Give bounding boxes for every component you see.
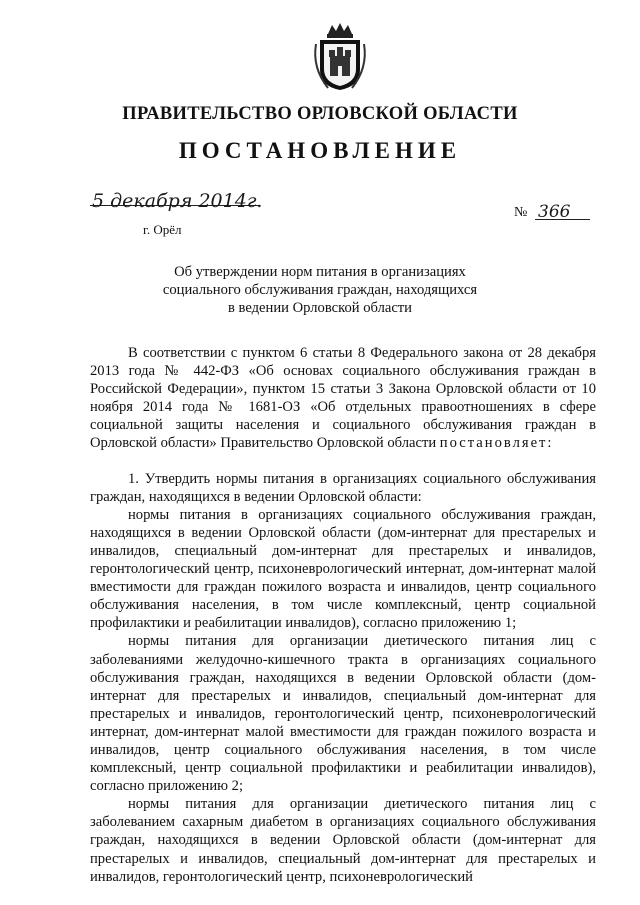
coat-of-arms-emblem <box>310 20 370 92</box>
number-label: № <box>514 205 528 220</box>
document-type: ПОСТАНОВЛЕНИЕ <box>178 138 462 163</box>
document-title <box>0 263 640 317</box>
government-name: ПРАВИТЕЛЬСТВО ОРЛОВСКОЙ ОБЛАСТИ <box>122 104 518 124</box>
handwritten-date: 5 декабря 2014г. <box>92 190 263 212</box>
preamble-paragraph <box>90 344 596 453</box>
resolves-text: постановляет: <box>439 435 554 452</box>
title-line: Об утверждении норм питания в организациях <box>174 264 466 280</box>
preamble-text: В соответствии с пунктом 6 статьи 8 Федерального закона от 28 декабря 2013 года № 442-ФЗ «Об основах социального обслуживания граждан в Российской Федерации», пунктом 15 статьи 3 Закона Орловской области от 10 ноября 2014 года № 1681-ОЗ «Об отдельных правоотношениях в сфере социальной защиты населения и социального обслуживания граждан в Орловской области» Правительство Орловской области <box>90 345 596 452</box>
handwritten-number: 366 <box>538 202 571 222</box>
title-line: социального обслуживания граждан, находящихся <box>162 282 478 298</box>
title-line: в ведении Орловской области <box>227 300 412 316</box>
norm-1-paragraph: нормы питания в организациях социального обслуживания граждан, находящихся в ведении Орловской области (дом-интернат для престарелых и инвалидов, специальный дом-интернат для престарелых и инвалидов, геронтологический центр, психоневрологический интернат, дом-интернат малой вместимости для граждан пожилого возраста и инвалидов, центр социального обслуживания населения, в том числе комплексный, центр социальной профилактики и реабилитации инвалидов), согласно приложению 1; <box>90 506 596 632</box>
city-label: г. Орёл <box>143 222 182 237</box>
item-1-paragraph: 1. Утвердить нормы питания в организациях социального обслуживания граждан, находящихся в ведении Орловской области: <box>90 470 596 505</box>
norm-2-paragraph: нормы питания для организации диетического питания лиц с заболеваниями желудочно-кишечного тракта в организациях социального обслуживания граждан, находящихся в ведении Орловской области (дом-интернат для престарелых и инвалидов, специальный дом-интернат для престарелых и инвалидов, геронтологический центр, психоневрологический интернат, дом-интернат малой вместимости для граждан пожилого возраста и инвалидов, центр социального обслуживания населения, в том числе комплексный, центр социальной профилактики и реабилитации инвалидов), согласно приложению 2; <box>90 633 596 795</box>
document-body <box>90 344 596 886</box>
norm-3-paragraph: нормы питания для организации диетического питания лиц с заболеванием сахарным диабетом в организациях социального обслуживания граждан, находящихся в ведении Орловской области (дом-интернат для престарелых и инвалидов, специальный дом-интернат для престарелых и инвалидов, геронтологический центр, психоневрологический <box>90 796 596 885</box>
